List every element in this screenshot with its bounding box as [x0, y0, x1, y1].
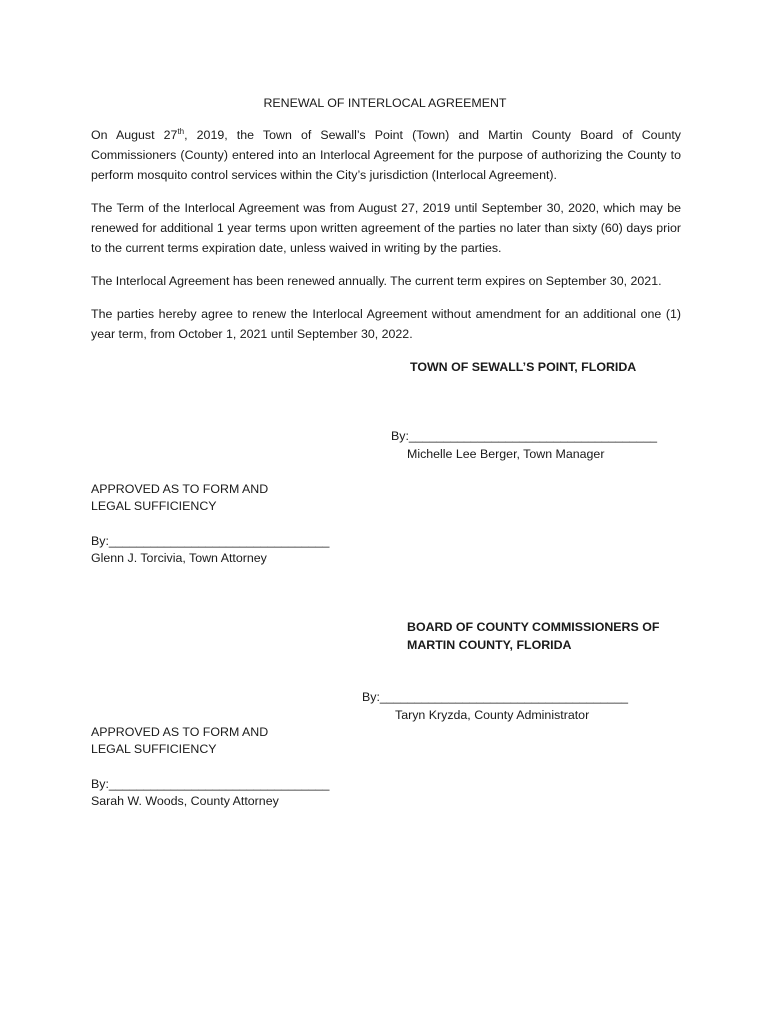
town-approval-line1: APPROVED AS TO FORM AND: [91, 482, 269, 496]
paragraph-background: [91, 125, 681, 185]
paragraph-renewal-status: The Interlocal Agreement has been renewed annually. The current term expires on September 30, 2021.: [91, 274, 662, 288]
county-approval-line1: APPROVED AS TO FORM AND: [91, 725, 269, 739]
town-attorney-signer: Glenn J. Torcivia, Town Attorney: [91, 551, 267, 565]
county-attorney-signer: Sarah W. Woods, County Attorney: [91, 794, 279, 808]
county-heading-line2: MARTIN COUNTY, FLORIDA: [407, 638, 572, 652]
town-attorney-signature-line: By:________________________________: [91, 534, 330, 548]
paragraph-agreement: The parties hereby agree to renew the Interlocal Agreement without amendment for an additional one (1) year term, from October 1, 2021 until September 30, 2022.: [91, 307, 681, 341]
town-approval-line2: LEGAL SUFFICIENCY: [91, 499, 217, 513]
ordinal-suffix: th: [177, 126, 185, 136]
town-signature-line: By:____________________________________: [391, 429, 657, 443]
document-title: RENEWAL OF INTERLOCAL AGREEMENT: [263, 96, 507, 110]
county-signature-line: By:____________________________________: [362, 690, 628, 704]
town-signer: Michelle Lee Berger, Town Manager: [407, 447, 605, 461]
county-approval-line2: LEGAL SUFFICIENCY: [91, 742, 217, 756]
county-attorney-signature-line: By:________________________________: [91, 777, 330, 791]
county-signer: Taryn Kryzda, County Administrator: [395, 708, 590, 722]
county-heading-line1: BOARD OF COUNTY COMMISSIONERS OF: [407, 620, 660, 634]
town-heading: TOWN OF SEWALL’S POINT, FLORIDA: [410, 360, 637, 374]
paragraph-background-pre: On August 27: [91, 128, 178, 142]
paragraph-background-post: , 2019, the Town of Sewall’s Point (Town) and Martin County Board of County Commissioners (County) entered into an Interlocal Agreement for the purpose of authorizing the County to perform mosquito control services within the City’s jurisdiction (Interlocal Agreement).: [91, 128, 681, 182]
paragraph-term: The Term of the Interlocal Agreement was from August 27, 2019 until September 30, 2020, which may be renewed for additional 1 year terms upon written agreement of the parties no later than sixty (60) days prior to the current terms expiration date, unless waived in writing by the parties.: [91, 201, 681, 255]
